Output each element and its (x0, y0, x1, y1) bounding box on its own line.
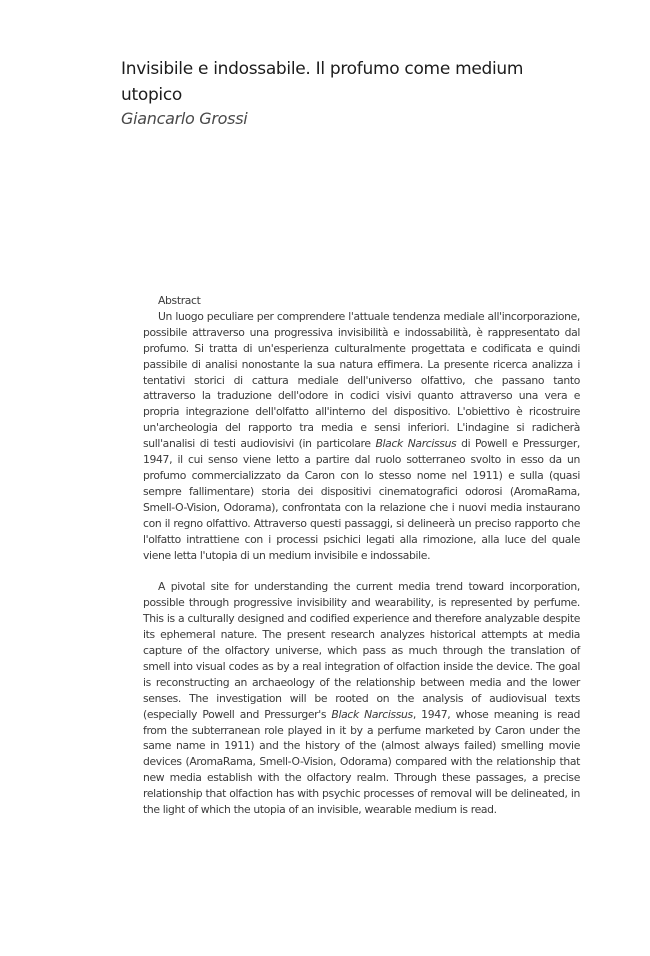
article-header (121, 56, 561, 130)
abstract-label: Abstract (158, 294, 201, 307)
abstract-english-paragraph (143, 579, 580, 818)
abstract-it-film-title: Black Narcissus (375, 437, 457, 451)
abstract-section (143, 293, 580, 818)
abstract-en-film-title: Black Narcissus (331, 707, 413, 721)
abstract-en-text-part2: , 1947, whose meaning is read from the subterranean role played in it by a perfume marketed by Caron under the same name in 1911) and the history of the (almost always failed) smelling movie devices (AromaRama, Smell-O-Vision, Odorama) compared with the relationship that new media establish with the olfactory realm. Through these passages, a precise relationship that olfaction has with psychic processes of removal will be delineated, in the light of which the utopia of an invisible, wearable medium is read. (143, 707, 580, 817)
abstract-it-text-part1: Un luogo peculiare per comprendere l'attuale tendenza mediale all'incorporazione, possibile attraverso una progressiva invisibilità e indossabilità, è rappresentato dal profumo. Si tratta di un'esperienza culturalmente progettata e codificata e quindi passibile di analisi nonostante la sua natura effimera. La presente ricerca analizza i tentativi storici di cattura mediale dell'universo olfattivo, che passano tanto attraverso la traduzione dell'odore in codici visivi quanto attraverso una vera e propria integrazione dell'olfatto all'interno del dispositivo. L'obiettivo è ricostruire un'archeologia del rapporto tra media e sensi inferiori. L'indagine si radicherà sull'analisi di testi audiovisivi (in particolare (143, 309, 580, 451)
article-author: Giancarlo Grossi (121, 109, 248, 128)
abstract-it-text-part2: di Powell e Pressurger, 1947, il cui senso viene letto a partire dal ruolo sotterraneo svolto in esso da un profumo commercializzato da Caron con lo stesso nome nel 1911) e sulla (quasi sempre fallimentare) storia dei dispositivi cinematografici odorosi (AromaRama, Smell-O-Vision, Odorama), confrontata con la relazione che i nuovi media instaurano con il regno olfattivo. Attraverso questi passaggi, si delineerà un preciso rapporto che l'olfatto intrattiene con i processi psichici legati alla rimozione, alla luce del quale viene letta l'utopia di un medium invisibile e indossabile. (143, 437, 580, 562)
abstract-en-text-part1: A pivotal site for understanding the current media trend toward incorporation, possible through progressive invisibility and wearability, is represented by perfume. This is a culturally designed and codified experience and therefore analyzable despite its ephemeral nature. The present research analyzes historical attempts at media capture of the olfactory universe, which pass as much through the translation of smell into visual codes as by a real integration of olfaction inside the device. The goal is reconstructing an archaeology of the relationship between media and the lower senses. The investigation will be rooted on the analysis of audiovisual texts (especially Powell and Pressurger's (143, 580, 580, 721)
abstract-italian-paragraph (143, 309, 580, 564)
article-title: Invisibile e indossabile. Il profumo come medium utopico (121, 59, 524, 105)
